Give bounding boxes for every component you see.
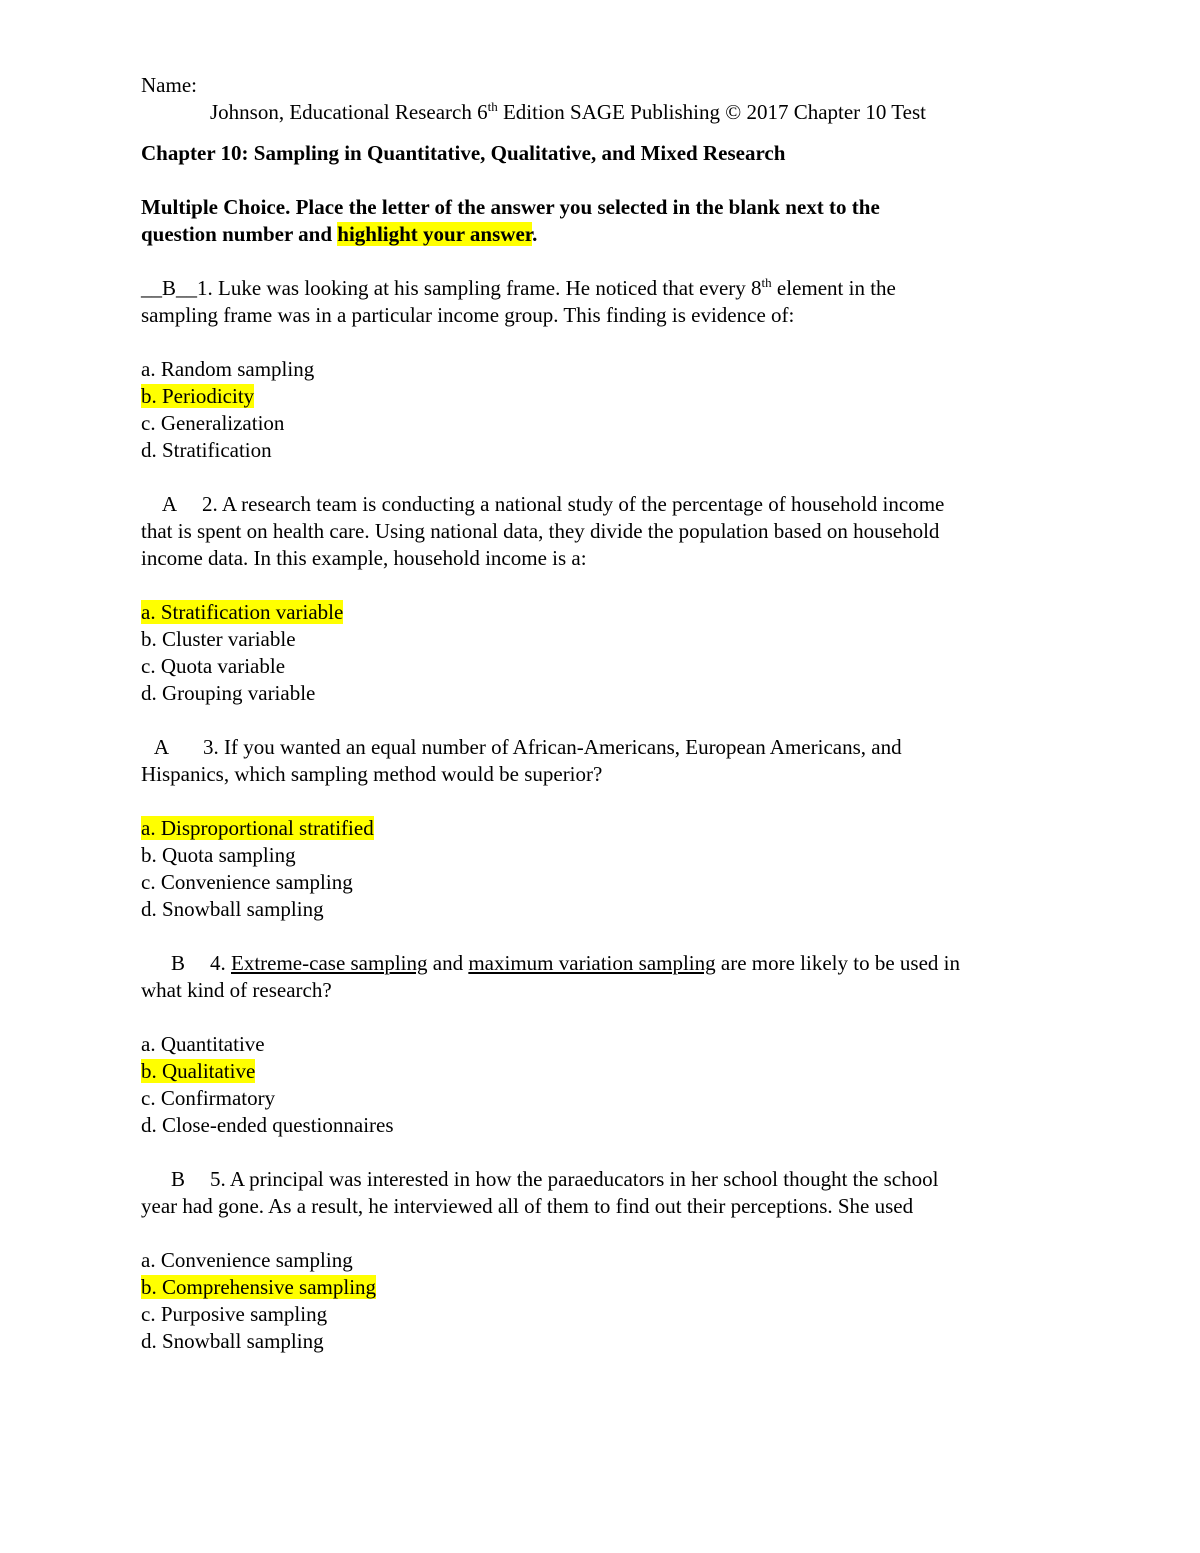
answer-blank[interactable]: B: [170, 1167, 185, 1191]
option-text: a. Quantitative: [141, 1032, 265, 1056]
question-1-stem: [141, 275, 1061, 302]
option-c: [141, 1301, 1061, 1328]
option-text: d. Snowball sampling: [141, 1329, 324, 1353]
instructions-line-2: [141, 221, 1061, 248]
option-a: [141, 599, 1061, 626]
question-5-stem-line-2: year had gone. As a result, he interviewed all of them to find out their perceptions. She used: [141, 1194, 914, 1218]
option-text: c. Purposive sampling: [141, 1302, 328, 1326]
option-d: [141, 1112, 1061, 1139]
question-1-stem-line-2: sampling frame was in a particular income group. This finding is evidence of:: [141, 303, 795, 327]
option-a: [141, 1031, 1061, 1058]
option-a: [141, 356, 1061, 383]
option-text: a. Random sampling: [141, 357, 315, 381]
option-text: b. Cluster variable: [141, 627, 296, 651]
question-5: [141, 1166, 1061, 1355]
option-text: c. Convenience sampling: [141, 870, 353, 894]
option-b: [141, 1274, 1061, 1301]
question-text: 5. A principal was interested in how the paraeducators in her school thought the school: [210, 1167, 939, 1191]
chapter-title: Chapter 10: Sampling in Quantitative, Qualitative, and Mixed Research: [141, 141, 786, 165]
option-b: [141, 842, 1061, 869]
course-header-text-end: Edition SAGE Publishing © 2017 Chapter 10 Test: [497, 100, 926, 124]
question-text: 1. Luke was looking at his sampling frame. He noticed that every 8: [197, 276, 762, 300]
question-3-stem: [141, 734, 1061, 761]
instructions-text: question number and: [141, 222, 338, 246]
question-text: element in the: [771, 276, 896, 300]
question-2-stem-line-3: income data. In this example, household income is a:: [141, 546, 587, 570]
option-c: [141, 410, 1061, 437]
option-d: [141, 896, 1061, 923]
question-3-stem-line-2: Hispanics, which sampling method would be superior?: [141, 762, 603, 786]
underlined-term: Extreme-case sampling: [231, 951, 428, 975]
course-header: [141, 99, 1061, 126]
question-1: [141, 275, 1061, 464]
option-b: [141, 1058, 1061, 1085]
course-header-text: Johnson, Educational Research 6: [210, 100, 488, 124]
course-header-sup: th: [487, 99, 498, 114]
document-page: [141, 72, 1061, 1355]
option-text-highlighted: a. Stratification variable: [141, 600, 344, 624]
underlined-term: maximum variation sampling: [468, 951, 716, 975]
name-label: Name:: [141, 73, 197, 97]
option-text: d. Stratification: [141, 438, 272, 462]
option-d: [141, 1328, 1061, 1355]
option-a: [141, 1247, 1061, 1274]
option-text-highlighted: b. Comprehensive sampling: [141, 1275, 377, 1299]
option-text: d. Grouping variable: [141, 681, 316, 705]
option-text-highlighted: a. Disproportional stratified: [141, 816, 374, 840]
option-c: [141, 869, 1061, 896]
question-text: are more likely to be used in: [715, 951, 960, 975]
option-b: [141, 383, 1061, 410]
option-text: d. Close-ended questionnaires: [141, 1113, 394, 1137]
instructions-highlight: highlight your answer: [337, 222, 533, 246]
question-text: 2. A research team is conducting a national study of the percentage of household income: [202, 492, 945, 516]
question-text: 3. If you wanted an equal number of African-Americans, European Americans, and: [203, 735, 902, 759]
question-4: [141, 950, 1061, 1139]
answer-blank[interactable]: B: [170, 951, 185, 975]
option-text: c. Generalization: [141, 411, 285, 435]
question-text: and: [427, 951, 469, 975]
question-4-stem: [141, 950, 1061, 977]
option-c: [141, 1085, 1061, 1112]
option-text: c. Confirmatory: [141, 1086, 276, 1110]
answer-blank[interactable]: __B__: [141, 276, 198, 300]
question-number: 4.: [210, 951, 231, 975]
question-4-stem-line-2: what kind of research?: [141, 978, 332, 1002]
option-text: c. Quota variable: [141, 654, 286, 678]
instructions-period: .: [532, 222, 538, 246]
option-a: [141, 815, 1061, 842]
option-text-highlighted: b. Qualitative: [141, 1059, 256, 1083]
option-text: b. Quota sampling: [141, 843, 296, 867]
answer-blank[interactable]: A: [153, 735, 169, 759]
question-2-stem: [141, 491, 1061, 518]
question-2: [141, 491, 1061, 707]
question-2-stem-line-2: that is spent on health care. Using national data, they divide the population based on household: [141, 519, 940, 543]
question-sup: th: [761, 275, 772, 290]
question-3: [141, 734, 1061, 923]
option-d: [141, 437, 1061, 464]
option-text-highlighted: b. Periodicity: [141, 384, 255, 408]
option-d: [141, 680, 1061, 707]
option-c: [141, 653, 1061, 680]
option-b: [141, 626, 1061, 653]
question-5-stem: [141, 1166, 1061, 1193]
option-text: d. Snowball sampling: [141, 897, 324, 921]
answer-blank[interactable]: A: [161, 492, 177, 516]
option-text: a. Convenience sampling: [141, 1248, 353, 1272]
instructions-line-1: Multiple Choice. Place the letter of the answer you selected in the blank next to the: [141, 195, 880, 219]
